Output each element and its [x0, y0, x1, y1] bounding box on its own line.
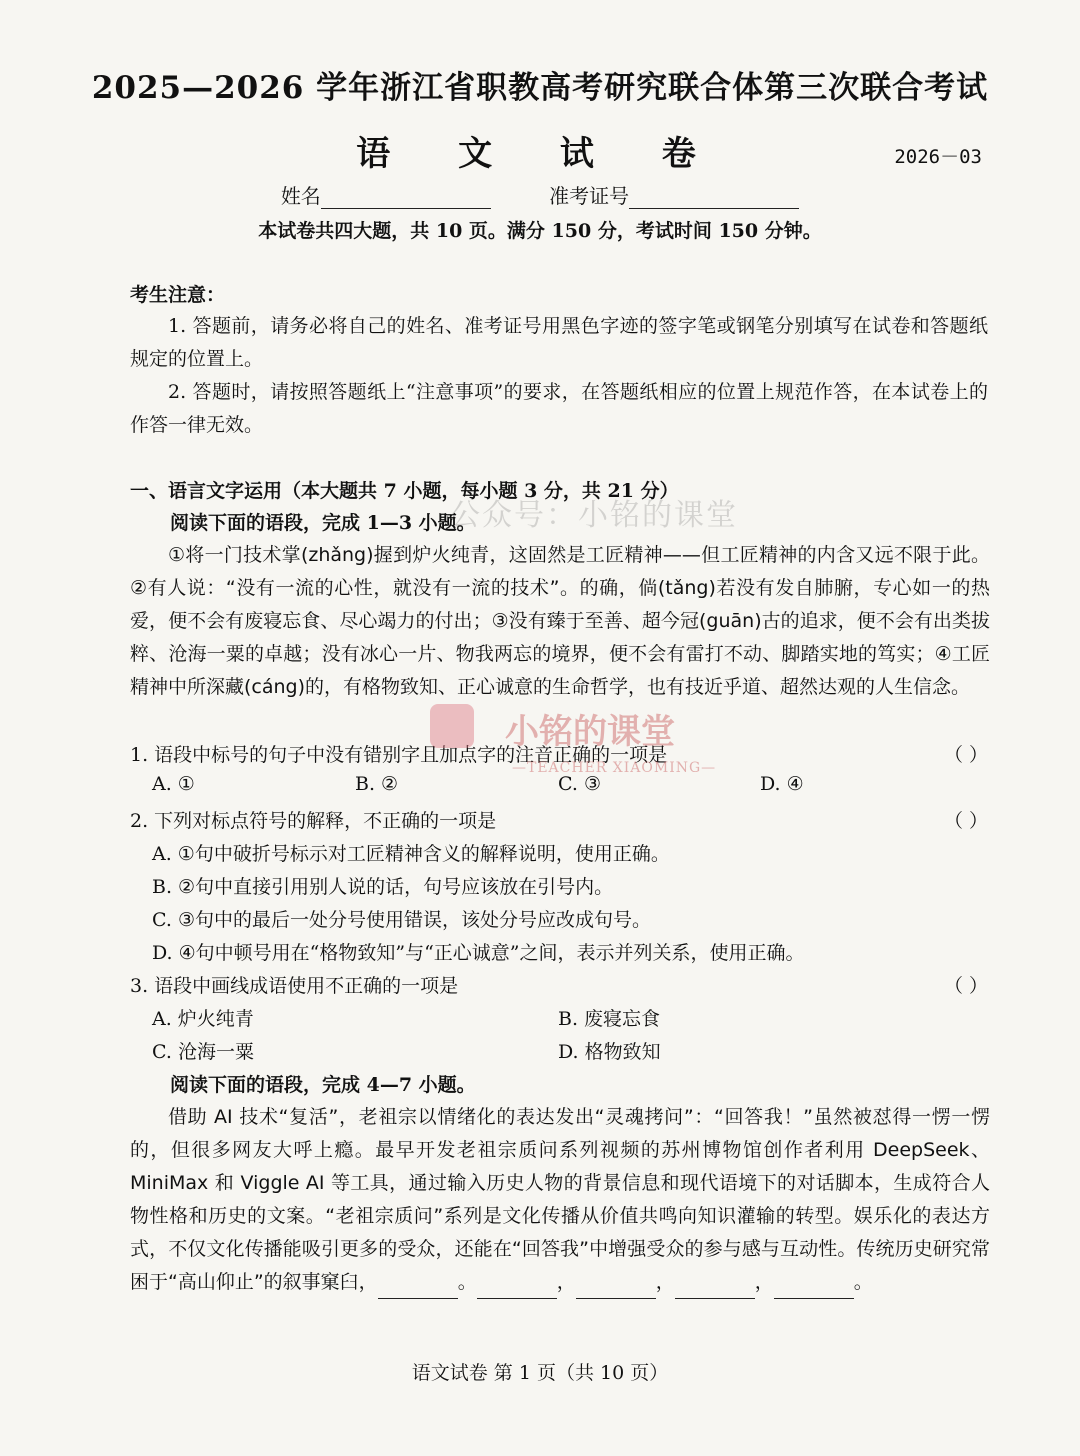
passage-2: 借助 AI 技术“复活”，老祖宗以情绪化的表达发出“灵魂拷问”：“回答我！”虽然被怼得一愣一愣的，但很多网友大呼上瘾。最早开发老祖宗质问系列视频的苏州博物馆创作者利用 DeepSeek、MiniMax 和 Viggle AI 等工具，通过输入历史人物的背景信息和现代语境下的对话脚本，生成符合人物性格和历史的文案。“老祖宗质问”系列是文化传播从价值共鸣向知识灌输的转型。娱乐化的表达方式，不仅文化传播能吸引更多的受众，还能在“回答我”中增强受众的参与感与互动性。传统历史研究常困于“高山仰止”的叙事窠臼， 。 ， ， ， 。 [130, 1101, 990, 1299]
reading-intro-1: 阅读下面的语段，完成 1—3 小题。 [170, 512, 476, 534]
notice-item-1: 1. 答题前，请务必将自己的姓名、准考证号用黑色字迹的签字笔或钢笔分别填写在试卷和答题纸规定的位置上。 [130, 315, 988, 370]
q1-option-c: C. ③ [558, 773, 601, 795]
exam-info: 本试卷共四大题，共 10 页。满分 150 分，考试时间 150 分钟。 [258, 220, 822, 242]
q1-option-b: B. ② [355, 773, 399, 795]
notice-item-2: 2. 答题时，请按照答题纸上“注意事项”的要求，在答题纸相应的位置上规范作答，在本试卷上的作答一律无效。 [130, 381, 988, 436]
fill-blank-2[interactable] [477, 1278, 557, 1299]
exam-id-field[interactable] [549, 180, 799, 209]
notice-heading: 考生注意： [130, 284, 226, 306]
name-line[interactable] [321, 186, 491, 209]
exam-title: 2025—2026 学年浙江省职教高考研究联合体第三次联合考试 [91, 70, 989, 106]
name-field[interactable] [281, 180, 491, 209]
exam-id-line[interactable] [629, 186, 799, 209]
answer-paren-1[interactable]: （ ） [943, 744, 988, 766]
name-label: 姓名 [280, 184, 321, 208]
q1-option-a: A. ① [152, 773, 195, 795]
question-2: 2. 下列对标点符号的解释，不正确的一项是 [130, 810, 497, 832]
q3-option-b: B. 废寝忘食 [558, 1008, 661, 1030]
passage-1: ①将一门技术掌(zhǎng)握到炉火纯青，这固然是工匠精神——但工匠精神的内含又远不限于此。②有人说：“没有一流的心性，就没有一流的技术”。的确，倘(tǎng)若没有发自肺腑，专心如一的热爱，便不会有废寝忘食、尽心竭力的付出；③没有臻于至善、超今冠(guān)古的追求，便不会有出类拔粹、沧海一粟的卓越；没有冰心一片、物我两忘的境界，便不会有雷打不动、脚踏实地的笃实；④工匠精神中所深藏(cáng)的，有格物致知、正心诚意的生命哲学，也有技近乎道、超然达观的人生信念。 [130, 544, 990, 698]
watermark-text-2: 小铭的课堂 [505, 712, 675, 752]
q2-option-d: D. ④句中顿号用在“格物致知”与“正心诚意”之间，表示并列关系，使用正确。 [152, 942, 805, 964]
section-1-heading: 一、语言文字运用（本大题共 7 小题，每小题 3 分，共 21 分） [130, 480, 679, 502]
exam-subtitle: 语 文 试 卷 [356, 134, 724, 174]
q1-option-d: D. ④ [760, 773, 804, 795]
q2-option-b: B. ②句中直接引用别人说的话，句号应该放在引号内。 [152, 876, 614, 898]
candidate-fields [0, 180, 1080, 209]
watermark-subtext: —TEACHER XIAOMING— [512, 760, 717, 776]
passage-2-end: 。 [457, 1271, 477, 1293]
q3-option-d: D. 格物致知 [558, 1041, 661, 1063]
answer-paren-2[interactable]: （ ） [943, 810, 988, 832]
fill-blank-4[interactable] [675, 1278, 755, 1299]
q3-option-a: A. 炉火纯青 [152, 1008, 254, 1030]
q2-option-c: C. ③句中的最后一处分号使用错误，该处分号应改成句号。 [152, 909, 651, 931]
answer-paren-3[interactable]: （ ） [943, 975, 988, 997]
exam-id-label: 准考证号 [549, 184, 630, 208]
q2-option-a: A. ①句中破折号标示对工匠精神含义的解释说明，使用正确。 [152, 843, 670, 865]
question-3: 3. 语段中画线成语使用不正确的一项是 [130, 975, 459, 997]
page-footer: 语文试卷 第 1 页（共 10 页） [411, 1362, 669, 1384]
fill-blank-5[interactable] [774, 1278, 854, 1299]
q3-option-c: C. 沧海一粟 [152, 1041, 254, 1063]
reading-intro-2: 阅读下面的语段，完成 4—7 小题。 [170, 1074, 476, 1096]
question-1: 1. 语段中标号的句子中没有错别字且加点字的注音正确的一项是 [130, 744, 668, 766]
fill-blank-3[interactable] [576, 1278, 656, 1299]
exam-date: 2026－03 [894, 146, 982, 168]
passage-2-text: 借助 AI 技术“复活”，老祖宗以情绪化的表达发出“灵魂拷问”：“回答我！”虽然被怼得一愣一愣的，但很多网友大呼上瘾。最早开发老祖宗质问系列视频的苏州博物馆创作者利用 DeepSeek、MiniMax 和 Viggle AI 等工具，通过输入历史人物的背景信息和现代语境下的对话脚本，生成符合人物性格和历史的文案。“老祖宗质问”系列是文化传播从价值共鸣向知识灌输的转型。娱乐化的表达方式，不仅文化传播能吸引更多的受众，还能在“回答我”中增强受众的参与感与互动性。传统历史研究常困于“高山仰止”的叙事窠臼， [130, 1106, 990, 1293]
fill-blank-1[interactable] [378, 1278, 458, 1299]
watermark-text-1: 公众号：小铭的课堂 [450, 498, 738, 533]
watermark-logo-icon [430, 704, 474, 748]
